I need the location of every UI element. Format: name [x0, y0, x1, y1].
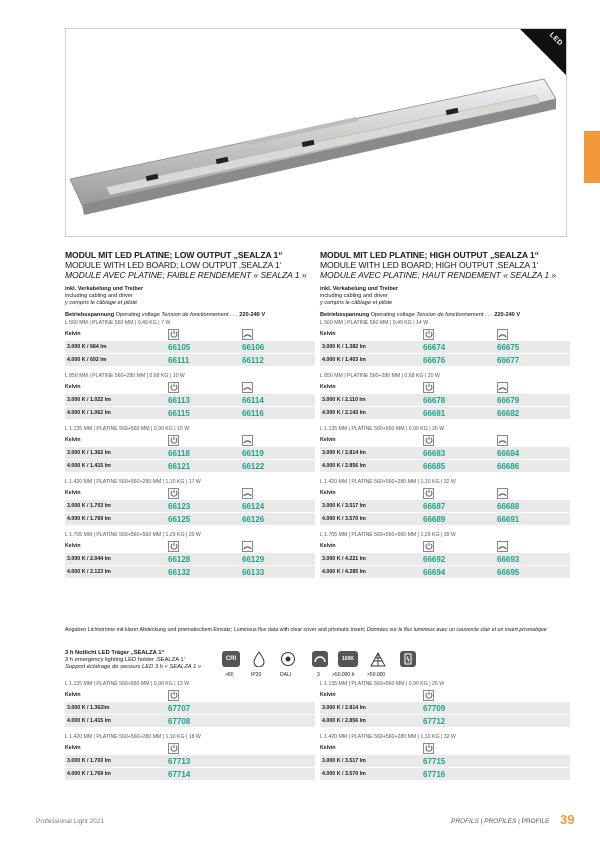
dimmer-icon — [242, 435, 253, 446]
article-number-dim: 66112 — [242, 355, 264, 365]
table-row — [320, 407, 570, 419]
table-header — [320, 380, 570, 394]
article-number-dim: 66691 — [497, 514, 520, 524]
article-number-dim: 66106 — [242, 342, 265, 352]
table-row — [320, 715, 570, 727]
led-corner-badge — [519, 28, 567, 76]
cri-icon: CRI — [222, 651, 240, 667]
page-number: 39 — [560, 812, 575, 827]
spec-block — [65, 681, 315, 727]
spec-line: L 1.135 MM | PLATINE 560+560 MM | 0,90 KG | 26 W — [320, 681, 445, 687]
table-row — [320, 513, 570, 525]
article-number-dim: 66116 — [242, 408, 264, 418]
table-header — [320, 688, 570, 702]
power-icon — [423, 329, 434, 340]
table-header — [320, 741, 570, 755]
table-row — [65, 513, 315, 525]
kelvin-lumen: 4.000 K / 4.285 lm — [322, 569, 366, 575]
footer-section: PROFILS | PROFILES | PROFILE — [451, 818, 550, 825]
article-number-dim: 66677 — [497, 355, 520, 365]
article-number-dim: 66688 — [497, 501, 520, 511]
spec-block — [65, 734, 315, 780]
spec-line: L 1.705 MM | PLATINE 560+560+560 MM | 1,29 KG | 20 W — [65, 532, 201, 538]
article-number: 67714 — [168, 769, 191, 779]
spec-line: L 1.705 MM | PLATINE 560+560+560 MM | 1,29 KG | 39 W — [320, 532, 456, 538]
driver-icon — [400, 651, 416, 667]
table-row — [65, 566, 315, 578]
kelvin-lumen: 4.000 K / 692 lm — [67, 357, 107, 363]
droplet-icon — [251, 651, 267, 667]
table-row — [320, 447, 570, 459]
kelvin-lumen: 3.000 K / 1.362 lm — [67, 450, 111, 456]
incl-fr: y compris le câblage et pilote — [65, 300, 138, 306]
low-output-column — [65, 250, 315, 585]
kelvin-lumen: 3.000 K / 3.517 lm — [322, 758, 366, 764]
article-number: 66678 — [423, 395, 446, 405]
article-number-dim: 66675 — [497, 342, 520, 352]
article-number: 66689 — [423, 514, 446, 524]
kelvin-label: Kelvin — [65, 490, 81, 496]
kelvin-label: Kelvin — [65, 692, 81, 698]
article-number: 66132 — [168, 567, 191, 577]
power-icon — [168, 743, 179, 754]
kelvin-lumen: 3.000 K / 684 lm — [67, 344, 107, 350]
kelvin-label: Kelvin — [65, 437, 81, 443]
kelvin-lumen: 4.000 K / 1.769 lm — [67, 516, 111, 522]
kelvin-lumen: 3.000 K / 2.110 lm — [322, 397, 366, 403]
article-number-dim: 66122 — [242, 461, 265, 471]
table-row — [320, 768, 570, 780]
article-number-dim: 66133 — [242, 567, 265, 577]
dimmer-icon — [497, 382, 508, 393]
article-number: 67716 — [423, 769, 446, 779]
dimmer-icon — [242, 488, 253, 499]
voltage-line: Betriebsspannung Operating voltage Tension de fonctionnement . . . 220-240 V — [65, 312, 266, 318]
kelvin-lumen: 3.000 K / 3.517 lm — [322, 503, 366, 509]
kelvin-lumen: 4.000 K / 3.570 lm — [322, 516, 366, 522]
grid-lamp-icon — [370, 651, 386, 667]
power-icon — [168, 382, 179, 393]
title-de: MODUL MIT LED PLATINE; LOW OUTPUT „SEALZA 1“ — [65, 250, 283, 260]
table-row — [65, 755, 315, 767]
led-badge-text: LED — [547, 31, 564, 48]
kelvin-label: Kelvin — [320, 490, 336, 496]
emergency-high-column — [320, 680, 570, 787]
table-row — [320, 755, 570, 767]
table-row — [320, 566, 570, 578]
table-row — [65, 553, 315, 565]
kelvin-lumen: 3.000 K / 1.022 lm — [67, 397, 111, 403]
incl-de: inkl. Verkabelung und Treiber — [320, 286, 399, 292]
spec-block — [320, 532, 570, 578]
spec-line: L 1.420 MM | PLATINE 560+560+280 MM | 1,10 KG | 17 W — [65, 479, 201, 485]
spec-line: L 1.420 MM | PLATINE 560+560+280 MM | 1,10 KG | 18 W — [65, 734, 201, 740]
table-row — [320, 702, 570, 714]
table-row — [65, 407, 315, 419]
article-number: 66692 — [423, 554, 446, 564]
article-number: 66123 — [168, 501, 191, 511]
kelvin-lumen: 3.000 K / 2.814 lm — [322, 450, 366, 456]
power-icon — [168, 435, 179, 446]
kelvin-lumen: 4.000 K / 2.123 lm — [67, 569, 111, 575]
incl-en: including cabling and driver — [65, 293, 133, 299]
article-number: 66694 — [423, 567, 446, 577]
spec-block — [320, 373, 570, 419]
article-number-dim: 66129 — [242, 554, 265, 564]
kelvin-lumen: 3.000 K / 1.362lm — [67, 705, 110, 711]
product-image — [65, 28, 567, 237]
kelvin-label: Kelvin — [65, 384, 81, 390]
article-number: 66674 — [423, 342, 446, 352]
power-icon — [423, 435, 434, 446]
title-en: MODULE WITH LED BOARD; LOW OUTPUT ‚SEALZA 1‘ — [65, 260, 282, 270]
power-icon — [423, 690, 434, 701]
article-number-dim: 66682 — [497, 408, 520, 418]
dimmer-icon — [497, 329, 508, 340]
article-number: 67707 — [168, 703, 191, 713]
kelvin-label: Kelvin — [320, 692, 336, 698]
kelvin-lumen: 4.000 K / 2.143 lm — [322, 410, 366, 416]
spec-block — [65, 426, 315, 472]
incl-de: inkl. Verkabelung und Treiber — [65, 286, 144, 292]
title-fr: MODULE AVEC PLATINE; HAUT RENDEMENT « SEALZA 1 » — [320, 270, 557, 280]
kelvin-label: Kelvin — [320, 384, 336, 390]
title-en: MODULE WITH LED BOARD; HIGH OUTPUT ‚SEALZA 1‘ — [320, 260, 539, 270]
kelvin-lumen: 3.000 K / 1.703 lm — [67, 503, 111, 509]
article-number-dim: 66679 — [497, 395, 520, 405]
table-header — [320, 327, 570, 341]
kelvin-lumen: 3.000 K / 1.382 lm — [322, 344, 366, 350]
table-row — [320, 341, 570, 353]
kelvin-lumen: 3.000 K / 2.814 lm — [322, 705, 366, 711]
power-icon — [168, 541, 179, 552]
article-number-dim: 66126 — [242, 514, 265, 524]
kelvin-label: Kelvin — [320, 437, 336, 443]
kelvin-lumen: 4.000 K / 2.856 lm — [322, 463, 366, 469]
kelvin-lumen: 3.000 K / 4.221 lm — [322, 556, 366, 562]
article-number: 67713 — [168, 756, 191, 766]
spec-block — [320, 734, 570, 780]
kelvin-label: Kelvin — [320, 331, 336, 337]
kelvin-lumen: 4.000 K / 1.415 lm — [67, 718, 111, 724]
spec-block — [65, 373, 315, 419]
dimmer-icon — [497, 488, 508, 499]
dimmer-icon — [242, 329, 253, 340]
article-number: 66118 — [168, 448, 190, 458]
kelvin-label: Kelvin — [65, 331, 81, 337]
table-header — [65, 327, 315, 341]
spec-block — [65, 479, 315, 525]
spec-block — [320, 479, 570, 525]
power-icon — [423, 488, 434, 499]
article-number: 66111 — [168, 355, 190, 365]
power-icon — [423, 743, 434, 754]
power-icon — [168, 329, 179, 340]
article-number: 66676 — [423, 355, 446, 365]
article-number: 66683 — [423, 448, 446, 458]
spec-line: L 560 MM | PLATINE 560 MM | 0,49 KG | 14 W — [320, 320, 429, 326]
table-header — [65, 486, 315, 500]
dimmer-icon — [242, 382, 253, 393]
article-number: 66685 — [423, 461, 446, 471]
section-tab — [584, 131, 600, 183]
title-fr: MODULE AVEC PLATINE; FAIBLE RENDEMENT « SEALZA 1 » — [65, 270, 307, 280]
table-row — [65, 460, 315, 472]
emergency-low-column — [65, 680, 315, 787]
title-de: MODUL MIT LED PLATINE; HIGH OUTPUT „SEALZA 1“ — [320, 250, 539, 260]
kelvin-lumen: 3.000 K / 1.703 lm — [67, 758, 111, 764]
article-number: 66125 — [168, 514, 191, 524]
article-number: 66687 — [423, 501, 446, 511]
kelvin-label: Kelvin — [65, 745, 81, 751]
article-number-dim: 66693 — [497, 554, 520, 564]
article-number: 66115 — [168, 408, 190, 418]
power-icon — [423, 382, 434, 393]
warranty-icon — [312, 651, 328, 667]
led-profile-illustration — [66, 29, 567, 237]
spec-line: L 850 MM | PLATINE 560+280 MM | 0,68 KG | 20 W — [320, 373, 440, 379]
kelvin-lumen: 4.000 K / 1.415 lm — [67, 463, 111, 469]
table-header — [320, 539, 570, 553]
kelvin-lumen: 4.000 K / 2.856 lm — [322, 718, 366, 724]
table-row — [320, 354, 570, 366]
table-row — [65, 394, 315, 406]
spec-block — [320, 681, 570, 727]
incl-fr: y compris le câblage et pilote — [320, 300, 393, 306]
kelvin-lumen: 4.000 K / 1.062 lm — [67, 410, 111, 416]
spec-line: L 1.135 MM | PLATINE 560+560 MM | 0,90 KG | 15 W — [65, 426, 190, 432]
kelvin-label: Kelvin — [320, 745, 336, 751]
table-row — [320, 460, 570, 472]
table-row — [320, 394, 570, 406]
high-output-column — [320, 250, 570, 585]
spec-block — [320, 426, 570, 472]
flux-note: Angaben Lichtströme mit klarer Abdeckung und prismatischem Einsatz; Luminous flux data with clear cover and prismatic insert; Données sur le flux lumineux avec un couvercle clair et un insert prismatique — [65, 627, 547, 633]
article-number-dim: 66119 — [242, 448, 264, 458]
footer-catalog: Professional Light 2021 — [36, 818, 104, 825]
table-row — [65, 702, 315, 714]
article-number-dim: 66684 — [497, 448, 520, 458]
article-number: 66121 — [168, 461, 191, 471]
article-number-dim: 66695 — [497, 567, 520, 577]
article-number: 67708 — [168, 716, 191, 726]
spec-line: L 1.420 MM | PLATINE 560+560+280 MM | 1,10 KG | 32 W — [320, 479, 456, 485]
incl-en: including cabling and driver — [320, 293, 388, 299]
spec-line: L 1.135 MM | PLATINE 560+560 MM | 0,90 KG | 13 W — [65, 681, 190, 687]
spec-line: L 1.420 MM | PLATINE 560+560+280 MM | 1,10 KG | 32 W — [320, 734, 456, 740]
table-row — [65, 500, 315, 512]
article-number: 67715 — [423, 756, 446, 766]
table-row — [65, 715, 315, 727]
table-row — [320, 500, 570, 512]
dali-icon — [280, 651, 296, 667]
kelvin-label: Kelvin — [320, 543, 336, 549]
dimmer-icon — [497, 435, 508, 446]
article-number: 66128 — [168, 554, 191, 564]
dimmer-icon — [242, 541, 253, 552]
article-number: 66681 — [423, 408, 446, 418]
kelvin-lumen: 4.000 K / 3.570 lm — [322, 771, 366, 777]
spec-block — [65, 532, 315, 578]
kelvin-lumen: 3.000 K / 2.044 lm — [67, 556, 111, 562]
article-number: 67709 — [423, 703, 446, 713]
table-row — [65, 447, 315, 459]
spec-line: L 1.135 MM | PLATINE 560+560 MM | 0,90 KG | 26 W — [320, 426, 445, 432]
spec-line: L 560 MM | PLATINE 560 MM | 0,49 KG | 7 W — [65, 320, 171, 326]
article-number: 66113 — [168, 395, 190, 405]
spec-line: L 850 MM | PLATINE 560+280 MM | 0,68 KG | 10 W — [65, 373, 185, 379]
table-row — [320, 553, 570, 565]
table-header — [65, 688, 315, 702]
table-header — [65, 380, 315, 394]
table-header — [65, 433, 315, 447]
voltage-line: Betriebsspannung Operating voltage Tension de fonctionnement . . . 220-240 V — [320, 312, 521, 318]
power-icon — [168, 488, 179, 499]
dimmer-icon — [497, 541, 508, 552]
article-number-dim: 66114 — [242, 395, 264, 405]
lifetime-icon: 100K — [338, 651, 358, 667]
table-header — [65, 539, 315, 553]
table-row — [65, 354, 315, 366]
power-icon — [423, 541, 434, 552]
spec-block — [320, 320, 570, 366]
spec-block — [65, 320, 315, 366]
kelvin-lumen: 4.000 K / 1.403 lm — [322, 357, 366, 363]
article-number-dim: 66124 — [242, 501, 265, 511]
kelvin-label: Kelvin — [65, 543, 81, 549]
feature-icons: CRI >80 IP20 DALI 3 100K >50.000 h >50.000 — [222, 651, 422, 681]
table-row — [65, 768, 315, 780]
emergency-heading: 3 h Notlicht LED Träger „SEALZA 1“ 3 h emergency lighting LED holder ‚SEALZA 1‘ Support éclairage de secours LED 3 h « SEALZA 1 » — [65, 650, 202, 670]
article-number: 66105 — [168, 342, 191, 352]
kelvin-lumen: 4.000 K / 1.769 lm — [67, 771, 111, 777]
table-header — [320, 486, 570, 500]
article-number-dim: 66686 — [497, 461, 520, 471]
table-header — [320, 433, 570, 447]
table-header — [65, 741, 315, 755]
table-row — [65, 341, 315, 353]
article-number: 67712 — [423, 716, 446, 726]
power-icon — [168, 690, 179, 701]
